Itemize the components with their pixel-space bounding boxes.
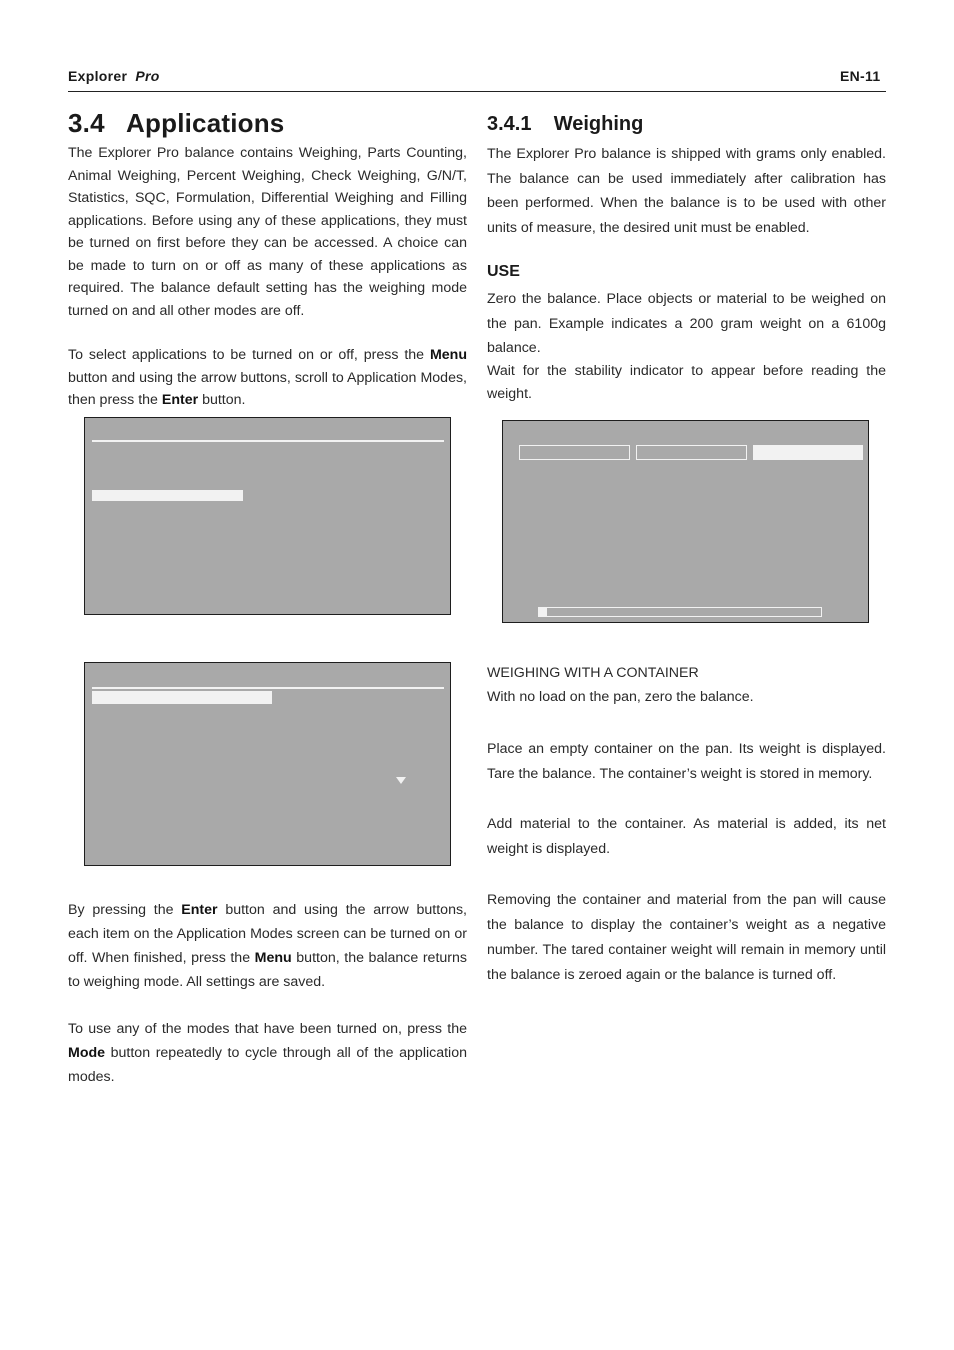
subsection-title: 3.4.1 Weighing <box>487 113 644 135</box>
container-step-3: Add material to the container. As material is added, its net weight is displayed. <box>487 816 886 857</box>
capacity-bar-fill <box>539 608 547 616</box>
enter-key: Enter <box>161 392 199 408</box>
use-modes-instructions: To use any of the modes that have been turned on, press the Mode button repeatedly to cycle through all of the application modes. <box>68 1021 467 1085</box>
header-brand <box>68 68 160 84</box>
container-step-2: Place an empty container on the pan. Its weight is displayed. Tare the balance. The container’s weight is stored in memory. <box>487 741 886 782</box>
menu-item-highlight <box>92 490 243 501</box>
brand-name: Explorer <box>68 68 128 84</box>
pressing-instructions: By pressing the Enter button and using the arrow buttons, each item on the Application Modes screen can be turned on or off. When finished, press the Menu button, the balance returns to weighing mode. All settings are saved. <box>68 902 467 990</box>
application-modes-screen <box>84 662 451 866</box>
menu-key: Menu <box>429 347 467 363</box>
header-rule <box>68 91 886 92</box>
weighing-screen <box>502 420 869 623</box>
menu-title-rule <box>92 440 444 442</box>
container-step-4: Removing the container and material from the pan will cause the balance to display the container’s weight as a negative number. The tared container weight will remain in memory until the balance is zeroed again or the balance is turned off. <box>487 892 886 983</box>
display-tab-2 <box>636 445 747 460</box>
capacity-bar <box>538 607 822 617</box>
container-heading: WEIGHING WITH A CONTAINER <box>487 665 699 681</box>
display-tab-1 <box>519 445 630 460</box>
triangle-down-icon <box>396 777 406 785</box>
select-instructions: To select applications to be turned on or off, press the Menu button and using the arrow buttons, scroll to Application Modes, then press the Enter button. <box>68 347 467 408</box>
mode-key: Mode <box>68 1045 106 1061</box>
container-step-1: With no load on the pan, zero the balance. <box>487 689 754 705</box>
use-text: Zero the balance. Place objects or material to be weighed on the pan. Example indicates a 200 gram weight on a 6100g balance. <box>487 291 886 356</box>
display-tab-3 <box>753 445 863 460</box>
stability-text: Wait for the stability indicator to appear before reading the weight. <box>487 363 886 402</box>
page-number: EN-11 <box>840 68 881 84</box>
use-heading: USE <box>487 263 520 280</box>
section-title: 3.4 Applications <box>68 108 285 138</box>
modes-title-rule <box>92 687 444 689</box>
modes-item-highlight <box>92 691 272 704</box>
section-intro: The Explorer Pro balance contains Weighing, Parts Counting, Animal Weighing, Percent Weighing, Check Weighing, G/N/T, Statistics, SQC, Formulation, Differential Weighing and Filling applications. Before using any of these applications, they must be turned on first before they can be accessed. A choice can be made to turn on or off as many of these applications as required. The balance default setting has the weighing mode turned on and all other modes are off. <box>68 145 467 319</box>
weighing-intro: The Explorer Pro balance is shipped with grams only enabled. The balance can be used immediately after calibration has been performed. When the balance is to be used with other units of measure, the desired unit must be enabled. <box>487 146 886 236</box>
menu-screen <box>84 417 451 615</box>
model-name: Pro <box>135 68 160 84</box>
